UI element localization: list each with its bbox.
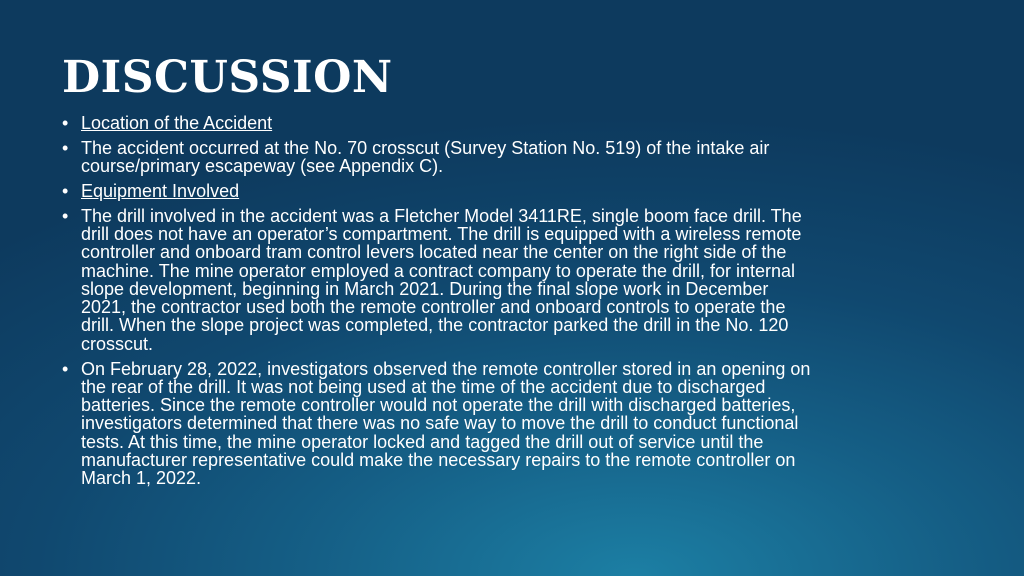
bullet-icon: • [62,113,69,133]
bullet-icon: • [62,180,69,201]
bullet-equipment-heading [62,182,962,200]
bullet-line: manufacturer representative could make the necessary repairs to the remote controller on [81,450,796,471]
bullet-line: slope development, beginning in March 2021. During the final slope work in December [81,278,769,299]
bullet-line: investigators determined that there was no safe way to move the drill to conduct functional [81,413,799,434]
bullet-icon: • [62,358,69,379]
bullet-line: The accident occurred at the No. 70 crosscut (Survey Station No. 519) of the intake air [81,137,770,158]
bullet-line: The drill involved in the accident was a Fletcher Model 3411RE, single boom face drill. The [81,205,802,226]
bullet-list [62,114,962,494]
bullet-line: tests. At this time, the mine operator locked and tagged the drill out of service until the [81,431,764,452]
bullet-location-heading [62,114,962,132]
bullet-investigation [62,360,962,488]
bullet-line: machine. The mine operator employed a contract company to operate the drill, for internal [81,260,796,281]
bullet-line: March 1, 2022. [81,468,202,489]
bullet-line: controller and onboard tram control levers located near the center on the right side of the [81,242,787,263]
bullet-line: crosscut. [81,333,154,354]
bullet-line: Location of the Accident [81,113,273,133]
bullet-accident-location [62,139,962,176]
bullet-line: drill does not have an operator’s compartment. The drill is equipped with a wireless remote [81,223,802,244]
bullet-drill-description [62,207,962,353]
bullet-line: course/primary escapeway (see Appendix C). [81,156,444,177]
bullet-line: batteries. Since the remote controller would not operate the drill with discharged batteries, [81,395,796,416]
bullet-line: Equipment Involved [81,180,240,201]
page-title: DISCUSSION [62,52,393,103]
bullet-line: the rear of the drill. It was not being used at the time of the accident due to discharged [81,376,766,397]
bullet-line: 2021, the contractor used both the remote controller and onboard controls to operate the [81,297,786,318]
bullet-line: On February 28, 2022, investigators observed the remote controller stored in an opening on [81,358,811,379]
bullet-icon: • [62,137,69,158]
bullet-icon: • [62,205,69,226]
bullet-line: drill. When the slope project was completed, the contractor parked the drill in the No. 120 [81,315,789,336]
